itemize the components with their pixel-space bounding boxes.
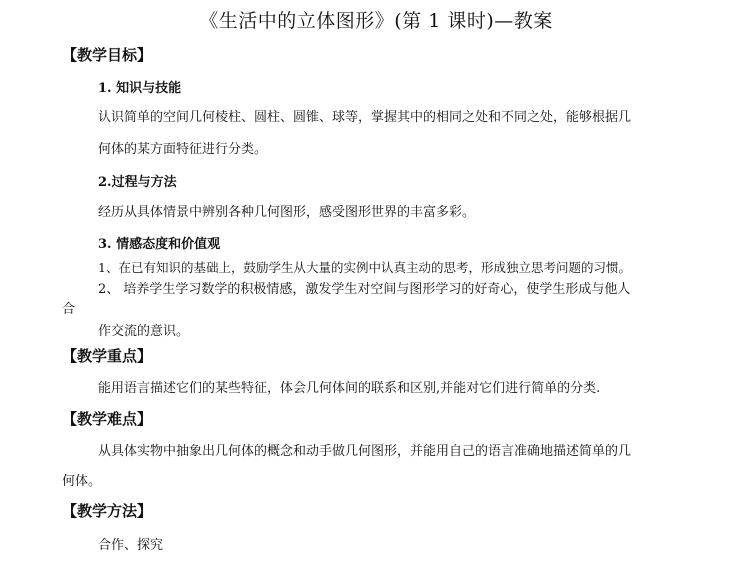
process-text-line-1: 经历从具体情景中辨别各种几何图形，感受图形世界的丰富多彩。	[98, 205, 476, 220]
methods-text-line-1: 合作、探究	[98, 538, 164, 553]
subheading-process: 2.过程与方法	[98, 175, 177, 190]
section-heading-goals: 【教学目标】	[62, 46, 153, 64]
difficulties-text-line-2: 何体。	[62, 474, 102, 489]
section-heading-key-points: 【教学重点】	[62, 347, 153, 365]
difficulties-text-line-1: 从具体实物中抽象出几何体的概念和动手做几何图形，并能用自己的语言准确地描述简单的几	[98, 444, 632, 459]
section-heading-methods: 【教学方法】	[62, 502, 153, 520]
knowledge-text-line-2: 何体的某方面特征进行分类。	[98, 142, 268, 157]
attitude-item-2-line-2: 合	[62, 302, 76, 317]
knowledge-text-line-1: 认识简单的空间几何棱柱、圆柱、圆锥、球等，掌握其中的相同之处和不同之处，能够根据几	[98, 110, 632, 125]
document-title: 《生活中的立体图形》(第 1 课时)—教案	[199, 10, 553, 32]
attitude-item-2-line-3: 作交流的意识。	[98, 324, 190, 339]
attitude-item-2-line-1: 2、 培养学生学习数学的积极情感，激发学生对空间与图形学习的好奇心，使学生形成与他人	[98, 282, 631, 297]
key-points-text-line-1: 能用语言描述它们的某些特征，体会几何体间的联系和区别,并能对它们进行简单的分类.	[98, 381, 601, 396]
subheading-attitude: 3. 情感态度和价值观	[98, 237, 221, 252]
attitude-item-1: 1、在已有知识的基础上，鼓励学生从大量的实例中认真主动的思考，形成独立思考问题的习惯。	[98, 260, 631, 275]
subheading-knowledge: 1. 知识与技能	[98, 81, 182, 96]
section-heading-difficulties: 【教学难点】	[62, 410, 153, 428]
